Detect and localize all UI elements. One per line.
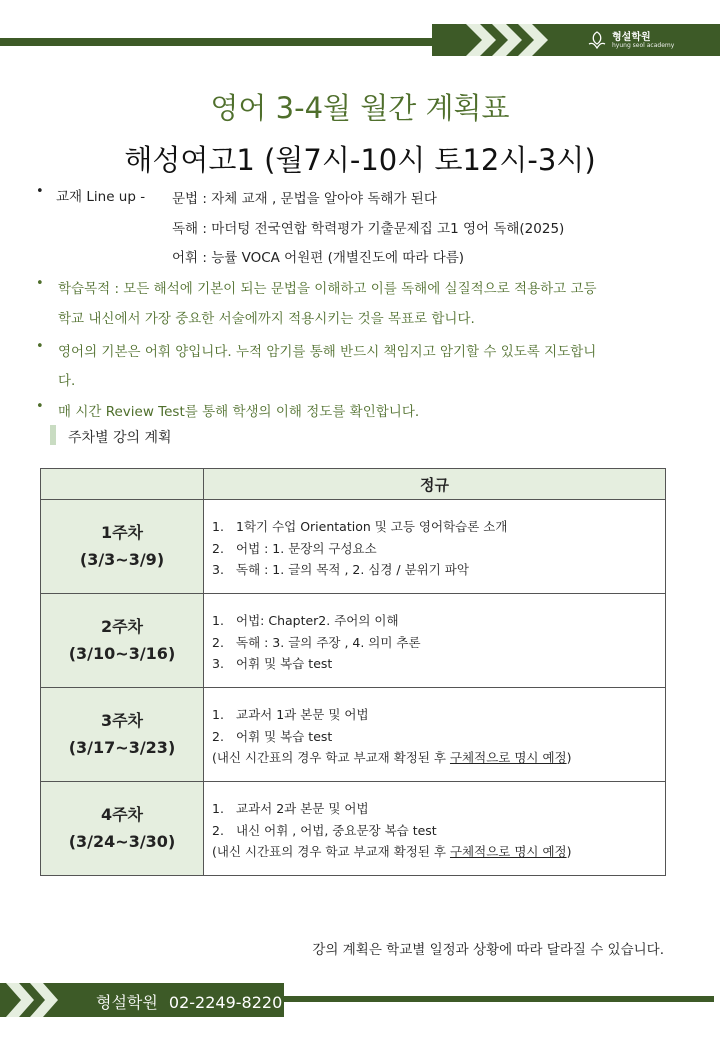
week-range: (3/17~3/23) [68, 737, 176, 757]
table-row [41, 594, 666, 688]
plan-item: 2. 독해 : 3. 글의 주장 , 4. 의미 추론 [212, 634, 421, 650]
lineup-item: 문법 : 자체 교재 , 문법을 알아야 독해가 된다 [172, 191, 437, 207]
table-header: 정규 [204, 469, 666, 500]
footnote: 강의 계획은 학교별 일정과 상황에 따라 달라질 수 있습니다. [312, 942, 664, 958]
plan-cell [204, 782, 666, 876]
footer-contact [96, 990, 282, 1013]
week-label: 2주차 [100, 616, 144, 636]
weekly-plan-table [40, 468, 666, 876]
goal-text: 다. [58, 373, 76, 389]
plan-cell [204, 594, 666, 688]
plan-item: 1. 교과서 1과 본문 및 어법 [212, 707, 369, 722]
section-marker [50, 425, 56, 445]
footer-name: 형설학원 [96, 993, 158, 1012]
goal-text: 학교 내신에서 가장 중요한 서술에까지 적용시키는 것을 목표로 합니다. [58, 311, 475, 327]
lineup-label: 교재 Line up - [56, 189, 146, 205]
plan-item: 2. 어법 : 1. 문장의 구성요소 [212, 540, 377, 556]
academy-logo [586, 26, 706, 54]
table-row [41, 782, 666, 876]
footer-phone: 02-2249-8220 [168, 993, 283, 1012]
lineup-item: 독해 : 마더텅 전국연합 학력평가 기출문제집 고1 영어 독해(2025) [172, 221, 565, 237]
header-bar [0, 38, 432, 46]
bullet-icon: • [36, 184, 44, 199]
week-cell [41, 594, 204, 688]
week-range: (3/24~3/30) [68, 831, 176, 851]
bullet-icon: • [36, 276, 44, 291]
plan-cell [204, 688, 666, 782]
plan-item: 2. 어휘 및 복습 test [212, 728, 333, 744]
plan-item: 1. 어법: Chapter2. 주어의 이해 [212, 613, 399, 628]
plan-note: (내신 시간표의 경우 학교 부교재 확정된 후 구체적으로 명시 예정) [212, 750, 572, 765]
goal-text: 영어의 기본은 어휘 양입니다. 누적 암기를 통해 반드시 책임지고 암기할 수 있도록 지도합니 [58, 344, 597, 360]
bullet-icon: • [36, 339, 44, 354]
goal-text: 학습목적 : 모든 해석에 기본이 되는 문법을 이해하고 이를 독해에 실질적으로 적용하고 고등 [58, 281, 597, 297]
plan-item: 3. 어휘 및 복습 test [212, 656, 333, 671]
week-range: (3/3~3/9) [79, 549, 165, 569]
plan-item: 1. 교과서 2과 본문 및 어법 [212, 801, 369, 816]
week-cell [41, 782, 204, 876]
plan-item: 2. 내신 어휘 , 어법, 중요문장 복습 test [212, 822, 437, 838]
chevron-arrows-icon [6, 983, 66, 1017]
week-label: 3주차 [100, 710, 144, 730]
plan-item: 1. 1학기 수업 Orientation 및 고등 영어학습론 소개 [212, 519, 508, 534]
bullet-icon: • [36, 399, 44, 414]
leaf-logo-icon [586, 29, 608, 51]
chevron-arrows-icon [466, 24, 576, 56]
table-row [41, 500, 666, 594]
page-title: 영어 3-4월 월간 계획표 [210, 91, 510, 125]
table-header-row [41, 469, 666, 500]
plan-note: (내신 시간표의 경우 학교 부교재 확정된 후 구체적으로 명시 예정) [212, 844, 572, 859]
week-cell [41, 688, 204, 782]
week-cell [41, 500, 204, 594]
week-range: (3/10~3/16) [68, 643, 176, 663]
week-label: 4주차 [100, 804, 144, 824]
logo-name: 형설학원 [612, 32, 651, 43]
week-label: 1주차 [100, 522, 144, 542]
plan-cell [204, 500, 666, 594]
section-title: 주차별 강의 계획 [68, 430, 172, 446]
table-header-empty [41, 469, 204, 500]
table-row [41, 688, 666, 782]
plan-item: 3. 독해 : 1. 글의 목적 , 2. 심경 / 분위기 파악 [212, 562, 469, 577]
footer-bar [284, 996, 714, 1002]
logo-subtitle: hyung seol academy [612, 42, 675, 49]
goal-text: 매 시간 Review Test를 통해 학생의 이해 정도를 확인합니다. [58, 404, 420, 420]
page-subtitle: 해성여고1 (월7시-10시 토12시-3시) [124, 143, 596, 177]
lineup-item: 어휘 : 능률 VOCA 어원편 (개별진도에 따라 다름) [172, 250, 465, 266]
